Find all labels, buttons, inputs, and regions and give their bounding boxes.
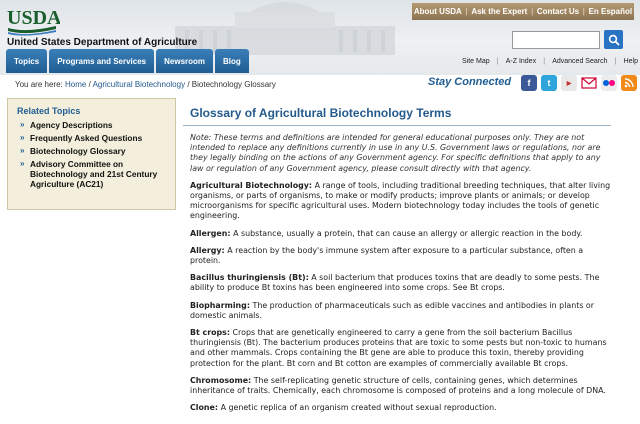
rss-icon[interactable] bbox=[621, 75, 637, 91]
glossary-entry bbox=[190, 273, 615, 293]
utility-nav bbox=[462, 58, 638, 65]
tab-topics[interactable]: Topics bbox=[6, 49, 47, 73]
search-icon bbox=[608, 34, 620, 46]
about-usda-link[interactable]: About USDA bbox=[413, 7, 462, 16]
glossary-entry bbox=[190, 403, 615, 413]
breadcrumb-separator: / bbox=[187, 80, 190, 89]
glossary-definition: A range of tools, including traditional breeding techniques, that alter living organisms, or parts of organisms, to make or modify products; improve plants or animals; or develop microorganisms for specific agricultural uses. Modern biotechnology today includes the tools of genetic engineering. bbox=[190, 180, 611, 221]
glossary-term: Bacillus thuringiensis (Bt): bbox=[190, 273, 309, 283]
sidebar-item-label: Advisory Committee on Biotechnology and 21st Century Agriculture (AC21) bbox=[30, 159, 158, 189]
breadcrumb-separator: / bbox=[88, 80, 91, 89]
glossary-definition: A genetic replica of an organism created without sexual reproduction. bbox=[220, 403, 497, 413]
glossary-definition: A reaction by the body's immune system after exposure to a particular substance, often a protein. bbox=[190, 245, 584, 266]
help-link[interactable]: Help bbox=[623, 58, 638, 65]
glossary-definition: The production of pharmaceuticals such as edible vaccines and antibodies in plants or domestic animals. bbox=[190, 300, 595, 320]
search-button[interactable] bbox=[604, 30, 623, 49]
separator: | bbox=[543, 58, 546, 65]
tab-programs-and-services[interactable]: Programs and Services bbox=[49, 49, 154, 73]
flickr-icon[interactable] bbox=[601, 75, 617, 91]
glossary-definition: A substance, usually a protein, that can cause an allergy or allergic reaction in the body. bbox=[233, 228, 583, 238]
page-title: Glossary of Agricultural Biotechnology Terms bbox=[183, 98, 611, 126]
twitter-icon[interactable]: t bbox=[541, 75, 557, 91]
disclaimer-note: Note: These terms and definitions are intended for general educational purposes only. They are not intended to replace any definitions currently in use in any U.S. Government laws or regulations, nor are they legally binding on the actions of any Government agency. For specific definitions that apply to any law or regulation of any Government agency, please consult directly with that agency. bbox=[190, 133, 601, 173]
glossary-entry bbox=[190, 328, 615, 369]
separator: | bbox=[531, 7, 534, 16]
email-icon[interactable] bbox=[581, 75, 597, 91]
tab-blog[interactable]: Blog bbox=[215, 49, 249, 73]
breadcrumb-bar bbox=[0, 75, 640, 95]
sidebar-item-label: Agency Descriptions bbox=[30, 120, 113, 130]
sidebar-title: Related Topics bbox=[17, 106, 81, 116]
glossary-term: Biopharming: bbox=[190, 300, 250, 310]
breadcrumb bbox=[15, 80, 276, 89]
glossary-term: Chromosome: bbox=[190, 375, 252, 385]
sidebar-item-label: Biotechnology Glossary bbox=[30, 146, 126, 156]
separator: | bbox=[496, 58, 499, 65]
department-name: United States Department of Agriculture bbox=[7, 37, 198, 48]
stay-connected-label: Stay Connected bbox=[428, 76, 512, 88]
glossary-term: Bt crops: bbox=[190, 328, 231, 338]
arrow-icon: » bbox=[20, 120, 25, 129]
sidebar-item-agency-descriptions[interactable] bbox=[20, 120, 172, 130]
glossary-entry bbox=[190, 301, 615, 321]
site-header bbox=[0, 0, 640, 75]
usda-logo-text: USDA bbox=[7, 7, 60, 29]
site-map-link[interactable]: Site Map bbox=[462, 58, 490, 65]
glossary-body bbox=[183, 126, 615, 413]
glossary-term: Clone: bbox=[190, 403, 219, 413]
a-z-index-link[interactable]: A-Z Index bbox=[505, 58, 537, 65]
search-input[interactable] bbox=[512, 31, 600, 49]
usda-logo[interactable] bbox=[6, 2, 60, 36]
related-topics-sidebar bbox=[7, 98, 176, 210]
contact-us-link[interactable]: Contact Us bbox=[536, 7, 580, 16]
glossary-entry bbox=[190, 181, 615, 222]
sidebar-item-faq[interactable] bbox=[20, 133, 172, 143]
separator: | bbox=[614, 58, 617, 65]
related-topics-list bbox=[20, 120, 172, 192]
en-espanol-link[interactable]: En Español bbox=[588, 7, 633, 16]
separator: | bbox=[465, 7, 468, 16]
top-links-bar bbox=[412, 3, 634, 20]
separator: | bbox=[582, 7, 585, 16]
glossary-term: Allergy: bbox=[190, 245, 225, 255]
sidebar-item-label: Frequently Asked Questions bbox=[30, 133, 143, 143]
arrow-icon: » bbox=[20, 146, 25, 155]
glossary-entry bbox=[190, 376, 615, 396]
breadcrumb-prefix: You are here: bbox=[15, 80, 63, 89]
breadcrumb-home-link[interactable]: Home bbox=[64, 80, 87, 89]
breadcrumb-current: Biotechnology Glossary bbox=[191, 80, 276, 89]
sidebar-item-ac21[interactable] bbox=[20, 159, 172, 189]
main-nav bbox=[6, 49, 249, 73]
youtube-icon[interactable]: ▶ bbox=[561, 75, 577, 91]
glossary-entry bbox=[190, 246, 615, 266]
glossary-definition: Crops that are genetically engineered to carry a gene from the soil bacterium Bacillus thuringiensis (Bt). The bacterium produces proteins that are toxic to some pests but non-toxic to humans and other mammals. Crops containing the Bt gene are able to produce this toxin, thereby providing protection for the plant. Bt corn and Bt cotton are examples of commercially available Bt crops. bbox=[190, 328, 607, 368]
breadcrumb-ag-biotech-link[interactable]: Agricultural Biotechnology bbox=[92, 80, 186, 89]
glossary-entry bbox=[190, 229, 615, 239]
glossary-term: Agricultural Biotechnology: bbox=[190, 180, 313, 190]
sidebar-item-biotech-glossary[interactable] bbox=[20, 146, 172, 156]
arrow-icon: » bbox=[20, 159, 25, 168]
facebook-icon[interactable]: f bbox=[521, 75, 537, 91]
ask-the-expert-link[interactable]: Ask the Expert bbox=[471, 7, 528, 16]
main-content bbox=[183, 98, 623, 420]
tab-newsroom[interactable]: Newsroom bbox=[156, 49, 213, 73]
glossary-definition: The self-replicating genetic structure of cells, containing genes, which determines inheritance of traits. Chemically, each chromosome is composed of proteins and a long molecule of DNA. bbox=[190, 375, 606, 396]
advanced-search-link[interactable]: Advanced Search bbox=[552, 58, 608, 65]
glossary-term: Allergen: bbox=[190, 228, 231, 238]
glossary-definition: A soil bacterium that produces toxins that are deadly to some pests. The ability to produce Bt toxins has been engineered into some crops. See Bt crops. bbox=[190, 273, 600, 293]
arrow-icon: » bbox=[20, 133, 25, 142]
social-icons bbox=[521, 75, 637, 91]
